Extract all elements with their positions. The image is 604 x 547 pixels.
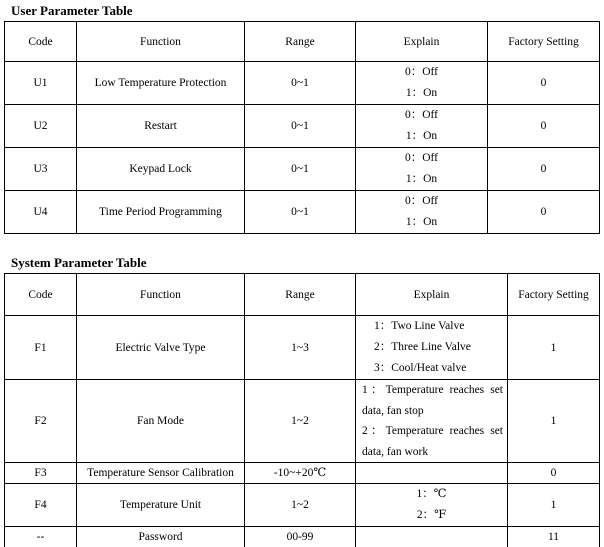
cell-function: Low Temperature Protection: [77, 62, 245, 105]
table-row: [5, 105, 600, 148]
table-header-row: [5, 274, 600, 316]
cell-explain: [356, 62, 488, 105]
cell-code: U2: [5, 105, 77, 148]
explain-line: 2：Temperature reaches set data, fan work: [362, 425, 503, 458]
cell-code: U1: [5, 62, 77, 105]
cell-explain: [356, 527, 508, 547]
header-factory-setting: Factory Setting: [488, 22, 600, 62]
user-parameter-table: [4, 21, 600, 234]
cell-factory-setting: 0: [488, 62, 600, 105]
explain-line: 1：Temperature reaches set data, fan stop: [362, 384, 503, 417]
cell-range: 1~2: [245, 484, 356, 527]
cell-factory-setting: 1: [508, 316, 600, 380]
cell-code: F3: [5, 463, 77, 484]
cell-code: U3: [5, 148, 77, 191]
cell-range: -10~+20℃: [245, 463, 356, 484]
cell-function: Keypad Lock: [77, 148, 245, 191]
header-factory-setting: Factory Setting: [508, 274, 600, 316]
user-table-title: User Parameter Table: [11, 3, 133, 18]
table-row: [5, 527, 600, 547]
table-row: [5, 62, 600, 105]
cell-explain: [356, 316, 508, 380]
header-explain: Explain: [356, 274, 508, 316]
cell-factory-setting: 0: [488, 105, 600, 148]
explain-line: 1：On: [405, 130, 438, 142]
cell-function: Fan Mode: [77, 380, 245, 463]
table-row: [5, 148, 600, 191]
cell-explain: [356, 191, 488, 234]
cell-factory-setting: 0: [508, 463, 600, 484]
explain-line: 1：On: [405, 87, 438, 99]
explain-line: 3：Cool/Heat valve: [374, 362, 467, 374]
cell-explain: [356, 148, 488, 191]
cell-function: Password: [77, 527, 245, 547]
cell-range: 0~1: [245, 105, 356, 148]
header-range: Range: [245, 22, 356, 62]
cell-factory-setting: 1: [508, 484, 600, 527]
header-code: Code: [5, 274, 77, 316]
cell-range: 0~1: [245, 62, 356, 105]
explain-line: 1：℃: [416, 488, 447, 500]
explain-line: 1：On: [405, 216, 438, 228]
cell-range: 1~2: [245, 380, 356, 463]
table-row: [5, 380, 600, 463]
cell-range: 0~1: [245, 148, 356, 191]
cell-function: Restart: [77, 105, 245, 148]
cell-factory-setting: 0: [488, 191, 600, 234]
explain-line: 2：℉: [416, 509, 447, 521]
explain-line: 0：Off: [404, 152, 438, 164]
cell-range: 1~3: [245, 316, 356, 380]
cell-function: Temperature Unit: [77, 484, 245, 527]
cell-explain: [356, 484, 508, 527]
cell-code: F2: [5, 380, 77, 463]
explain-line: 0：Off: [404, 66, 438, 78]
table-row: [5, 484, 600, 527]
header-code: Code: [5, 22, 77, 62]
cell-code: --: [5, 527, 77, 547]
cell-factory-setting: 0: [488, 148, 600, 191]
explain-line: 1：On: [405, 173, 438, 185]
system-parameter-table: [4, 273, 600, 547]
table-row: [5, 191, 600, 234]
header-function: Function: [77, 274, 245, 316]
header-explain: Explain: [356, 22, 488, 62]
cell-function: Electric Valve Type: [77, 316, 245, 380]
system-table-title: System Parameter Table: [11, 255, 147, 270]
cell-code: F1: [5, 316, 77, 380]
cell-range: 00-99: [245, 527, 356, 547]
cell-function: Time Period Programming: [77, 191, 245, 234]
header-function: Function: [77, 22, 245, 62]
cell-range: 0~1: [245, 191, 356, 234]
cell-function: Temperature Sensor Calibration: [77, 463, 245, 484]
cell-explain: [356, 380, 508, 463]
explain-line: 0：Off: [404, 109, 438, 121]
header-range: Range: [245, 274, 356, 316]
cell-explain: [356, 105, 488, 148]
explain-line: 0：Off: [404, 195, 438, 207]
cell-code: F4: [5, 484, 77, 527]
table-row: [5, 316, 600, 380]
cell-code: U4: [5, 191, 77, 234]
explain-line: 1：Two Line Valve: [374, 320, 465, 332]
explain-line: 2：Three Line Valve: [374, 341, 471, 353]
table-header-row: [5, 22, 600, 62]
cell-explain: [356, 463, 508, 484]
table-row: [5, 463, 600, 484]
cell-factory-setting: 1: [508, 380, 600, 463]
cell-factory-setting: 11: [508, 527, 600, 547]
